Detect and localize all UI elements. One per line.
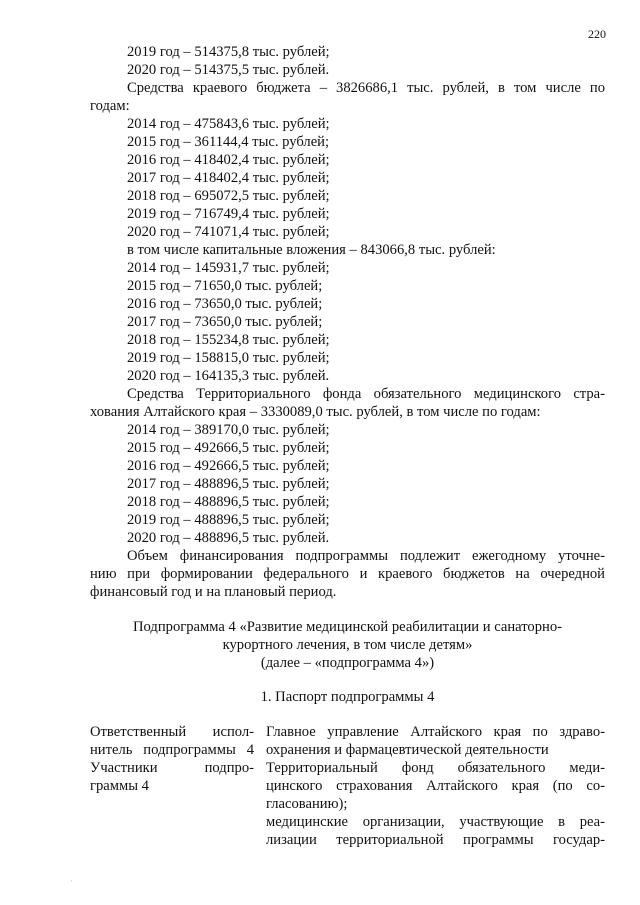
text-line: 2020 год – 164135,3 тыс. рублей. <box>127 368 330 384</box>
text-line: Средства краевого бюджета – 3826686,1 тыс. рублей, в том числе по <box>127 80 605 96</box>
passport-field-value: гласованию); <box>266 796 348 812</box>
text-line: 2019 год – 514375,8 тыс. рублей; <box>127 44 330 60</box>
text-line: 2018 год – 488896,5 тыс. рублей; <box>127 494 330 510</box>
passport-field-label: Ответственный испол- <box>90 724 254 740</box>
passport-field-label: нитель подпрограммы 4 <box>90 742 254 758</box>
text-line: 2019 год – 158815,0 тыс. рублей; <box>127 350 330 366</box>
passport-field-label: граммы 4 <box>90 778 149 794</box>
text-line: Средства Территориального фонда обязательного медицинского стра- <box>127 386 605 402</box>
page-number: 220 <box>588 27 606 41</box>
text-line: 2016 год – 418402,4 тыс. рублей; <box>127 152 330 168</box>
passport-field-label: Участники подпро- <box>90 760 254 776</box>
text-line: хования Алтайского края – 3330089,0 тыс. рублей, в том числе по годам: <box>90 404 541 420</box>
passport-field-value: Главное управление Алтайского края по здраво- <box>266 724 605 740</box>
text-line: нию при формировании федерального и краевого бюджетов на очередной <box>90 566 605 582</box>
section-title: 1. Паспорт подпрограммы 4 <box>260 689 435 705</box>
text-line: 2015 год – 361144,4 тыс. рублей; <box>127 134 330 150</box>
passport-left-column <box>90 723 254 795</box>
text-line: 2017 год – 73650,0 тыс. рублей; <box>127 314 323 330</box>
text-line: 2014 год – 145931,7 тыс. рублей; <box>127 260 330 276</box>
text-line: 2016 год – 73650,0 тыс. рублей; <box>127 296 323 312</box>
text-line: годам: <box>90 98 130 114</box>
text-line: 2015 год – 492666,5 тыс. рублей; <box>127 440 330 456</box>
text-line: 2014 год – 389170,0 тыс. рублей; <box>127 422 330 438</box>
text-line: 2015 год – 71650,0 тыс. рублей; <box>127 278 323 294</box>
passport-field-value: медицинские организации, участвующие в реа- <box>266 814 605 830</box>
passport-right-column <box>266 723 605 849</box>
text-line: 2014 год – 475843,6 тыс. рублей; <box>127 116 330 132</box>
text-line: 2017 год – 488896,5 тыс. рублей; <box>127 476 330 492</box>
text-line: 2016 год – 492666,5 тыс. рублей; <box>127 458 330 474</box>
subprogram-heading-line: курортного лечения, в том числе детям» <box>222 637 473 653</box>
text-line: 2018 год – 695072,5 тыс. рублей; <box>127 188 330 204</box>
passport-field-value: лизации территориальной программы государ- <box>266 832 605 848</box>
subprogram-heading-line: Подпрограмма 4 «Развитие медицинской реабилитации и санаторно- <box>133 619 562 635</box>
text-line: 2019 год – 488896,5 тыс. рублей; <box>127 512 330 528</box>
scan-mark: · <box>70 876 73 886</box>
text-line: в том числе капитальные вложения – 843066,8 тыс. рублей: <box>127 242 496 258</box>
text-line: 2020 год – 514375,5 тыс. рублей. <box>127 62 330 78</box>
text-line: 2020 год – 741071,4 тыс. рублей; <box>127 224 330 240</box>
text-line: 2020 год – 488896,5 тыс. рублей. <box>127 530 330 546</box>
passport-field-value: цинского страхования Алтайского края (по со- <box>266 778 605 794</box>
text-line: 2017 год – 418402,4 тыс. рублей; <box>127 170 330 186</box>
passport-field-value: охранения и фармацевтической деятельности <box>266 742 549 758</box>
text-line: 2019 год – 716749,4 тыс. рублей; <box>127 206 330 222</box>
subprogram-heading-line: (далее – «подпрограмма 4») <box>260 655 435 671</box>
text-line: Объем финансирования подпрограммы подлежит ежегодному уточне- <box>127 548 605 564</box>
text-line: 2018 год – 155234,8 тыс. рублей; <box>127 332 330 348</box>
text-line: финансовый год и на плановый период. <box>90 584 337 600</box>
passport-field-value: Территориальный фонд обязательного меди- <box>266 760 605 776</box>
